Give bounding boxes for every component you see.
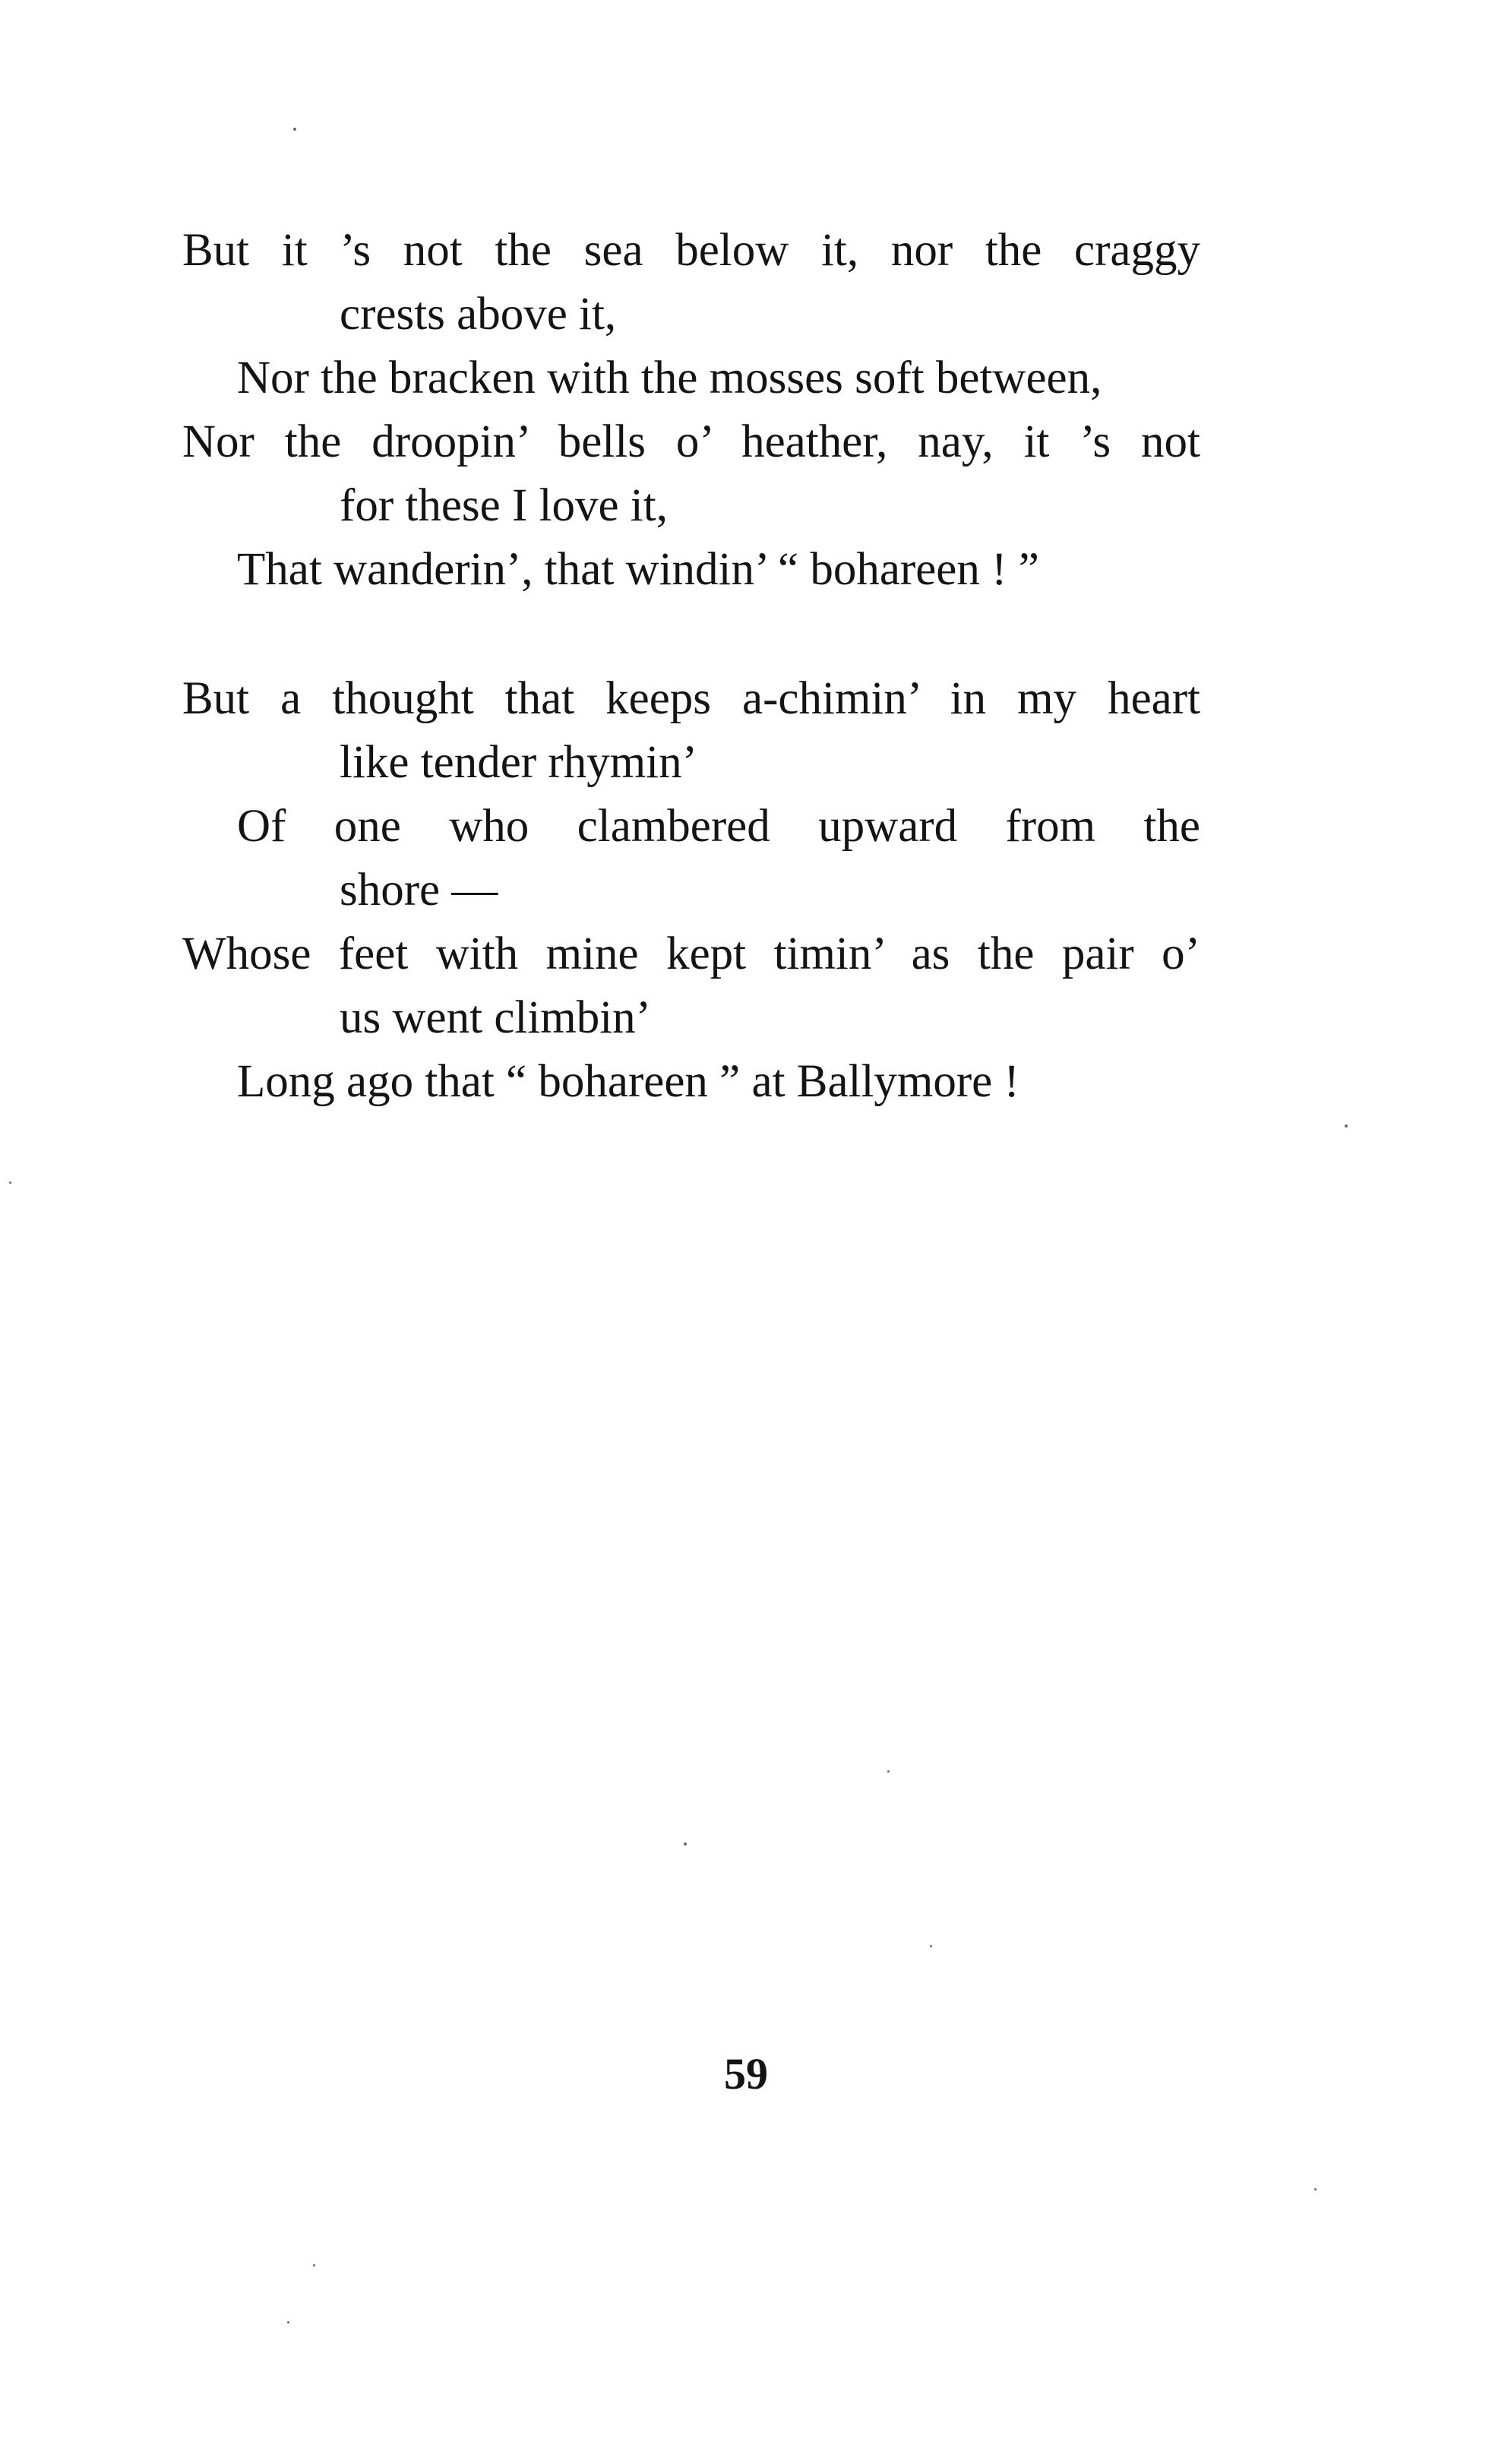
paper-speck — [313, 2264, 315, 2266]
verse-line: But a thought that keeps a-chimin’ in my heart — [182, 673, 1200, 724]
verse-line: But it ’s not the sea below it, nor the craggy — [182, 225, 1200, 276]
paper-speck — [9, 1181, 11, 1184]
verse-line: Whose feet with mine kept timin’ as the pair o’ — [182, 928, 1200, 979]
verse-line: crests above it, — [340, 289, 617, 340]
paper-speck — [1314, 2188, 1317, 2190]
verse-line: Long ago that “ bohareen ” at Ballymore ! — [237, 1056, 1019, 1107]
page-number: 59 — [724, 2049, 768, 2099]
verse-line: shore — — [340, 865, 498, 916]
verse-line: for these I love it, — [340, 480, 668, 531]
verse-line: Nor the droopin’ bells o’ heather, nay, it ’s not — [182, 416, 1200, 467]
verse-line: like tender rhymin’ — [340, 737, 697, 788]
verse-line: Of one who clambered upward from the — [237, 801, 1200, 852]
paper-speck — [887, 1770, 890, 1773]
paper-speck — [684, 1842, 687, 1846]
paper-speck — [293, 128, 296, 131]
verse-line: Nor the bracken with the mosses soft between, — [237, 353, 1102, 403]
paper-speck — [1345, 1124, 1348, 1128]
verse-line: That wanderin’, that windin’ “ bohareen ! ” — [237, 544, 1039, 595]
paper-speck — [930, 1945, 932, 1947]
paper-speck — [287, 2321, 289, 2323]
verse-line: us went climbin’ — [340, 992, 651, 1043]
